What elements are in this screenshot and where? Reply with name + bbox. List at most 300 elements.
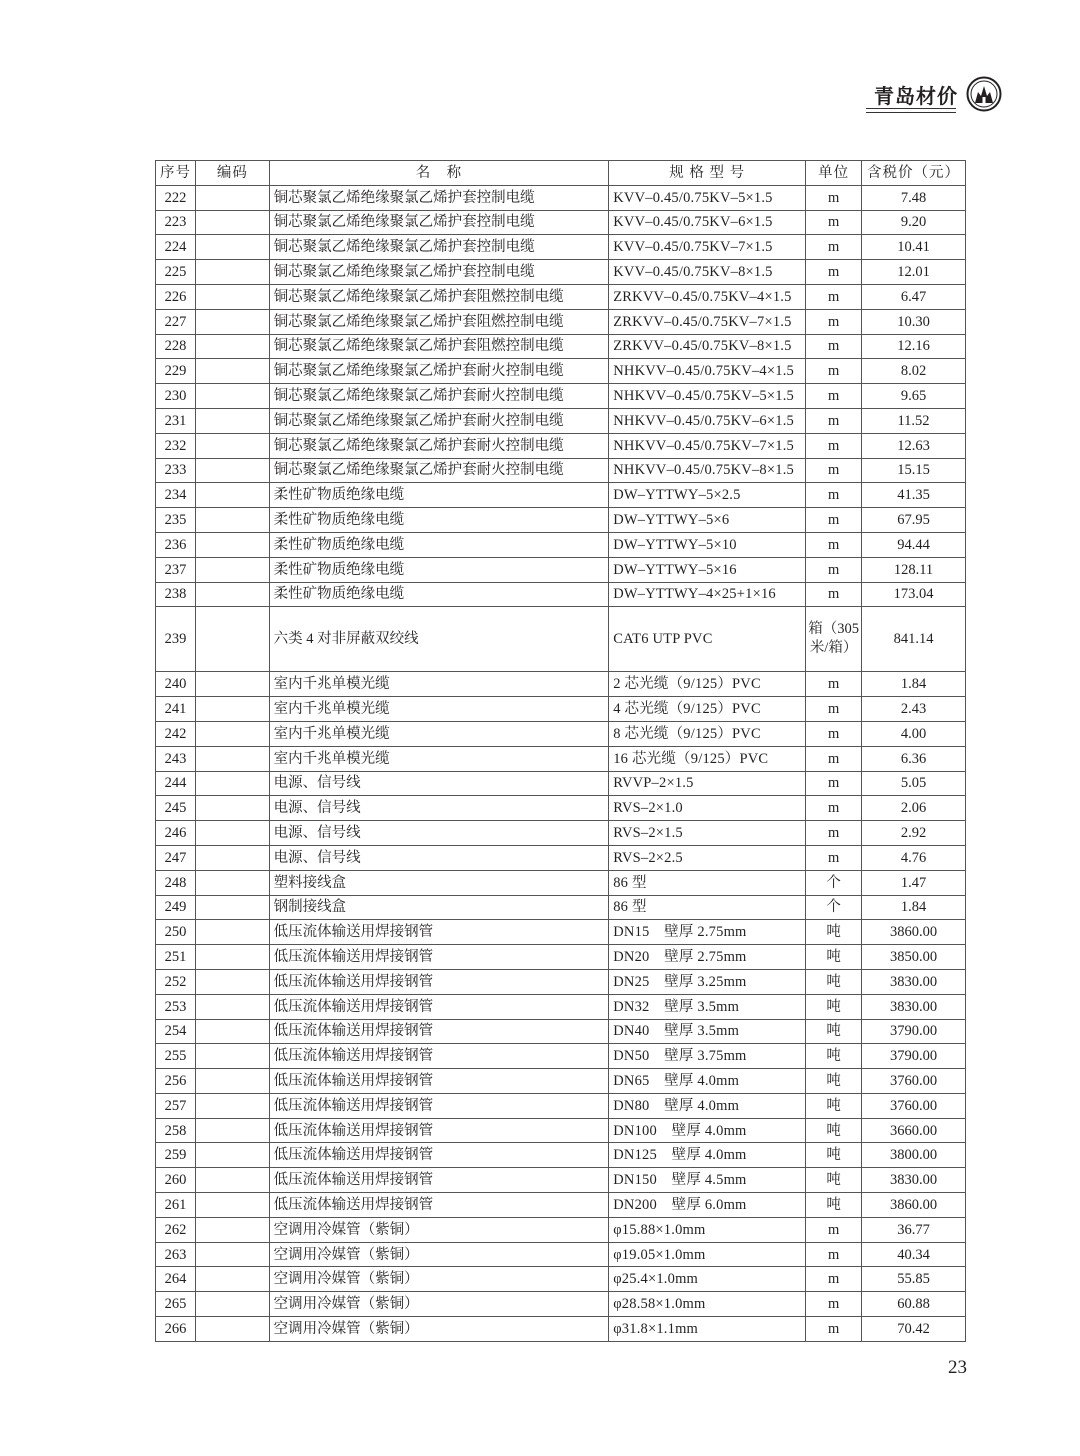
item-code (196, 483, 270, 508)
item-price: 9.65 (862, 384, 966, 409)
item-name: 低压流体输送用焊接钢管 (269, 1093, 609, 1118)
item-price: 3760.00 (862, 1093, 966, 1118)
item-unit: m (806, 746, 862, 771)
item-price: 3860.00 (862, 920, 966, 945)
item-name: 铜芯聚氯乙烯绝缘聚氯乙烯护套耐火控制电缆 (269, 433, 609, 458)
item-spec: DW–YTTWY–5×10 (609, 532, 806, 557)
table-row (156, 1217, 966, 1242)
item-spec: 4 芯光缆（9/125）PVC (609, 697, 806, 722)
publication-title: 青岛材价 (874, 84, 958, 108)
item-unit: 吨 (806, 969, 862, 994)
header-rule-thin (866, 112, 956, 113)
item-code (196, 796, 270, 821)
page-header (866, 76, 1006, 116)
item-code (196, 1267, 270, 1292)
item-unit: m (806, 532, 862, 557)
item-spec: DN150 壁厚 4.5mm (609, 1168, 806, 1193)
item-name: 低压流体输送用焊接钢管 (269, 1193, 609, 1218)
item-unit: 吨 (806, 1168, 862, 1193)
item-unit: 吨 (806, 920, 862, 945)
table-row (156, 408, 966, 433)
table-row (156, 1193, 966, 1218)
item-spec: ZRKVV–0.45/0.75KV–4×1.5 (609, 284, 806, 309)
item-code (196, 557, 270, 582)
item-name: 铜芯聚氯乙烯绝缘聚氯乙烯护套控制电缆 (269, 235, 609, 260)
row-number: 245 (156, 796, 196, 821)
item-spec: NHKVV–0.45/0.75KV–8×1.5 (609, 458, 806, 483)
table-row (156, 845, 966, 870)
item-name: 低压流体输送用焊接钢管 (269, 1118, 609, 1143)
item-unit: 吨 (806, 1143, 862, 1168)
item-unit: 吨 (806, 1093, 862, 1118)
header-no: 序号 (156, 161, 196, 186)
item-code (196, 458, 270, 483)
item-price: 36.77 (862, 1217, 966, 1242)
table-row (156, 920, 966, 945)
row-number: 241 (156, 697, 196, 722)
row-number: 226 (156, 284, 196, 309)
row-number: 234 (156, 483, 196, 508)
item-unit: m (806, 1267, 862, 1292)
item-price: 1.84 (862, 672, 966, 697)
item-unit: m (806, 284, 862, 309)
table-row (156, 821, 966, 846)
row-number: 248 (156, 870, 196, 895)
item-code (196, 1019, 270, 1044)
row-number: 229 (156, 359, 196, 384)
row-number: 253 (156, 994, 196, 1019)
item-spec: 2 芯光缆（9/125）PVC (609, 672, 806, 697)
item-spec: RVS–2×1.5 (609, 821, 806, 846)
item-unit: m (806, 582, 862, 607)
row-number: 239 (156, 607, 196, 672)
row-number: 255 (156, 1044, 196, 1069)
item-unit: 个 (806, 870, 862, 895)
item-price: 12.16 (862, 334, 966, 359)
row-number: 225 (156, 260, 196, 285)
item-price: 1.47 (862, 870, 966, 895)
row-number: 256 (156, 1069, 196, 1094)
row-number: 231 (156, 408, 196, 433)
item-code (196, 508, 270, 533)
item-unit: m (806, 1292, 862, 1317)
header-price: 含税价（元） (862, 161, 966, 186)
item-spec: RVS–2×1.0 (609, 796, 806, 821)
item-name: 低压流体输送用焊接钢管 (269, 920, 609, 945)
item-price: 9.20 (862, 210, 966, 235)
table-row (156, 433, 966, 458)
table-row (156, 945, 966, 970)
item-spec: DW–YTTWY–5×2.5 (609, 483, 806, 508)
row-number: 246 (156, 821, 196, 846)
item-spec: φ19.05×1.0mm (609, 1242, 806, 1267)
table-row (156, 532, 966, 557)
item-spec: KVV–0.45/0.75KV–5×1.5 (609, 185, 806, 210)
row-number: 250 (156, 920, 196, 945)
table-row (156, 1317, 966, 1342)
table-row (156, 1242, 966, 1267)
table-row (156, 359, 966, 384)
item-price: 55.85 (862, 1267, 966, 1292)
item-code (196, 309, 270, 334)
item-spec: DN32 壁厚 3.5mm (609, 994, 806, 1019)
item-price: 12.01 (862, 260, 966, 285)
item-price: 3830.00 (862, 994, 966, 1019)
item-unit: 个 (806, 895, 862, 920)
item-code (196, 532, 270, 557)
item-unit: m (806, 1317, 862, 1342)
item-name: 电源、信号线 (269, 821, 609, 846)
item-spec: φ31.8×1.1mm (609, 1317, 806, 1342)
item-code (196, 1143, 270, 1168)
item-unit: m (806, 557, 862, 582)
row-number: 242 (156, 721, 196, 746)
item-unit: m (806, 771, 862, 796)
item-spec: DN50 壁厚 3.75mm (609, 1044, 806, 1069)
header-unit: 单位 (806, 161, 862, 186)
item-unit: 吨 (806, 1069, 862, 1094)
table-row (156, 1267, 966, 1292)
table-row (156, 895, 966, 920)
row-number: 228 (156, 334, 196, 359)
item-unit: 吨 (806, 945, 862, 970)
table-row (156, 1044, 966, 1069)
item-code (196, 821, 270, 846)
item-spec: φ28.58×1.0mm (609, 1292, 806, 1317)
item-spec: DN25 壁厚 3.25mm (609, 969, 806, 994)
row-number: 257 (156, 1093, 196, 1118)
item-spec: 86 型 (609, 870, 806, 895)
item-code (196, 895, 270, 920)
item-name: 低压流体输送用焊接钢管 (269, 1069, 609, 1094)
table-header-row (156, 161, 966, 186)
item-spec: DN125 壁厚 4.0mm (609, 1143, 806, 1168)
item-unit: 吨 (806, 1193, 862, 1218)
item-name: 空调用冷媒管（紫铜） (269, 1317, 609, 1342)
table-row (156, 994, 966, 1019)
item-price: 5.05 (862, 771, 966, 796)
item-unit: m (806, 185, 862, 210)
item-name: 空调用冷媒管（紫铜） (269, 1217, 609, 1242)
item-code (196, 845, 270, 870)
item-code (196, 1292, 270, 1317)
item-spec: 8 芯光缆（9/125）PVC (609, 721, 806, 746)
item-name: 低压流体输送用焊接钢管 (269, 945, 609, 970)
item-price: 2.06 (862, 796, 966, 821)
item-price: 2.43 (862, 697, 966, 722)
item-code (196, 746, 270, 771)
item-unit: m (806, 235, 862, 260)
table-row (156, 260, 966, 285)
item-spec: φ25.4×1.0mm (609, 1267, 806, 1292)
item-code (196, 771, 270, 796)
item-price: 6.47 (862, 284, 966, 309)
row-number: 264 (156, 1267, 196, 1292)
table-row (156, 721, 966, 746)
item-spec: DN100 壁厚 4.0mm (609, 1118, 806, 1143)
item-code (196, 284, 270, 309)
item-spec: ZRKVV–0.45/0.75KV–8×1.5 (609, 334, 806, 359)
table-row (156, 334, 966, 359)
item-unit: m (806, 821, 862, 846)
item-code (196, 945, 270, 970)
item-spec: RVVP–2×1.5 (609, 771, 806, 796)
table-row (156, 508, 966, 533)
item-unit: 吨 (806, 1044, 862, 1069)
row-number: 240 (156, 672, 196, 697)
item-name: 钢制接线盒 (269, 895, 609, 920)
item-name: 低压流体输送用焊接钢管 (269, 1168, 609, 1193)
row-number: 251 (156, 945, 196, 970)
item-unit: m (806, 508, 862, 533)
item-spec: DW–YTTWY–5×6 (609, 508, 806, 533)
item-price: 3760.00 (862, 1069, 966, 1094)
table-row (156, 697, 966, 722)
item-name: 电源、信号线 (269, 796, 609, 821)
item-spec: NHKVV–0.45/0.75KV–7×1.5 (609, 433, 806, 458)
item-price: 3830.00 (862, 1168, 966, 1193)
item-spec: DW–YTTWY–5×16 (609, 557, 806, 582)
item-name: 室内千兆单模光缆 (269, 672, 609, 697)
item-price: 3800.00 (862, 1143, 966, 1168)
item-name: 空调用冷媒管（紫铜） (269, 1292, 609, 1317)
table-row (156, 1292, 966, 1317)
item-price: 3830.00 (862, 969, 966, 994)
table-body (156, 185, 966, 1341)
item-name: 铜芯聚氯乙烯绝缘聚氯乙烯护套耐火控制电缆 (269, 384, 609, 409)
item-code (196, 672, 270, 697)
item-price: 3860.00 (862, 1193, 966, 1218)
item-price: 10.30 (862, 309, 966, 334)
item-price: 173.04 (862, 582, 966, 607)
item-price: 3850.00 (862, 945, 966, 970)
table-row (156, 672, 966, 697)
item-unit: m (806, 384, 862, 409)
row-number: 254 (156, 1019, 196, 1044)
row-number: 261 (156, 1193, 196, 1218)
item-name: 室内千兆单模光缆 (269, 746, 609, 771)
page-number: 23 (948, 1357, 967, 1378)
header-code: 编码 (196, 161, 270, 186)
item-unit: m (806, 483, 862, 508)
item-unit: m (806, 359, 862, 384)
table-row (156, 870, 966, 895)
row-number: 252 (156, 969, 196, 994)
item-spec: RVS–2×2.5 (609, 845, 806, 870)
item-spec: 16 芯光缆（9/125）PVC (609, 746, 806, 771)
item-unit: m (806, 408, 862, 433)
item-name: 室内千兆单模光缆 (269, 697, 609, 722)
item-name: 铜芯聚氯乙烯绝缘聚氯乙烯护套耐火控制电缆 (269, 458, 609, 483)
item-name: 电源、信号线 (269, 771, 609, 796)
item-spec: DN200 壁厚 6.0mm (609, 1193, 806, 1218)
item-name: 电源、信号线 (269, 845, 609, 870)
item-name: 铜芯聚氯乙烯绝缘聚氯乙烯护套耐火控制电缆 (269, 359, 609, 384)
item-price: 40.34 (862, 1242, 966, 1267)
table-row (156, 796, 966, 821)
item-code (196, 359, 270, 384)
row-number: 262 (156, 1217, 196, 1242)
row-number: 232 (156, 433, 196, 458)
item-name: 柔性矿物质绝缘电缆 (269, 557, 609, 582)
item-price: 60.88 (862, 1292, 966, 1317)
item-name: 铜芯聚氯乙烯绝缘聚氯乙烯护套控制电缆 (269, 260, 609, 285)
row-number: 266 (156, 1317, 196, 1342)
item-price: 11.52 (862, 408, 966, 433)
item-spec: DN80 壁厚 4.0mm (609, 1093, 806, 1118)
item-name: 塑料接线盒 (269, 870, 609, 895)
table-row (156, 969, 966, 994)
item-name: 柔性矿物质绝缘电缆 (269, 532, 609, 557)
item-spec: KVV–0.45/0.75KV–6×1.5 (609, 210, 806, 235)
item-code (196, 920, 270, 945)
item-code (196, 1193, 270, 1218)
item-spec: 86 型 (609, 895, 806, 920)
item-unit: m (806, 721, 862, 746)
item-name: 铜芯聚氯乙烯绝缘聚氯乙烯护套耐火控制电缆 (269, 408, 609, 433)
item-code (196, 185, 270, 210)
item-unit: m (806, 210, 862, 235)
price-table (155, 160, 966, 1342)
item-code (196, 260, 270, 285)
item-price: 94.44 (862, 532, 966, 557)
table-row (156, 1118, 966, 1143)
item-code (196, 697, 270, 722)
item-code (196, 1242, 270, 1267)
item-price: 10.41 (862, 235, 966, 260)
header-rule (866, 108, 956, 109)
item-price: 70.42 (862, 1317, 966, 1342)
item-price: 841.14 (862, 607, 966, 672)
table-row (156, 746, 966, 771)
item-unit: m (806, 796, 862, 821)
item-spec: NHKVV–0.45/0.75KV–4×1.5 (609, 359, 806, 384)
row-number: 236 (156, 532, 196, 557)
item-unit: 吨 (806, 994, 862, 1019)
item-code (196, 1069, 270, 1094)
row-number: 260 (156, 1168, 196, 1193)
item-price: 2.92 (862, 821, 966, 846)
item-unit: m (806, 672, 862, 697)
item-name: 柔性矿物质绝缘电缆 (269, 483, 609, 508)
item-name: 六类 4 对非屏蔽双绞线 (269, 607, 609, 672)
table-row (156, 1019, 966, 1044)
item-spec: DN20 壁厚 2.75mm (609, 945, 806, 970)
table-row (156, 483, 966, 508)
item-name: 铜芯聚氯乙烯绝缘聚氯乙烯护套阻燃控制电缆 (269, 309, 609, 334)
publication-logo-icon (966, 76, 1002, 112)
item-unit: m (806, 1242, 862, 1267)
row-number: 265 (156, 1292, 196, 1317)
item-unit: m (806, 697, 862, 722)
item-code (196, 384, 270, 409)
row-number: 244 (156, 771, 196, 796)
item-code (196, 1118, 270, 1143)
item-price: 3790.00 (862, 1044, 966, 1069)
item-unit: m (806, 458, 862, 483)
table-row (156, 235, 966, 260)
table-row (156, 284, 966, 309)
item-code (196, 433, 270, 458)
item-name: 低压流体输送用焊接钢管 (269, 1143, 609, 1168)
header-spec: 规 格 型 号 (609, 161, 806, 186)
item-code (196, 1093, 270, 1118)
item-price: 15.15 (862, 458, 966, 483)
row-number: 259 (156, 1143, 196, 1168)
item-name: 柔性矿物质绝缘电缆 (269, 508, 609, 533)
item-price: 41.35 (862, 483, 966, 508)
item-price: 8.02 (862, 359, 966, 384)
item-spec: NHKVV–0.45/0.75KV–5×1.5 (609, 384, 806, 409)
item-spec: φ15.88×1.0mm (609, 1217, 806, 1242)
item-code (196, 994, 270, 1019)
item-price: 1.84 (862, 895, 966, 920)
item-name: 柔性矿物质绝缘电缆 (269, 582, 609, 607)
item-code (196, 870, 270, 895)
table-row (156, 1168, 966, 1193)
item-name: 室内千兆单模光缆 (269, 721, 609, 746)
row-number: 258 (156, 1118, 196, 1143)
item-name: 低压流体输送用焊接钢管 (269, 994, 609, 1019)
table-row (156, 384, 966, 409)
row-number: 243 (156, 746, 196, 771)
item-name: 铜芯聚氯乙烯绝缘聚氯乙烯护套控制电缆 (269, 185, 609, 210)
item-unit: 吨 (806, 1118, 862, 1143)
item-unit: m (806, 433, 862, 458)
item-price: 4.00 (862, 721, 966, 746)
item-price: 67.95 (862, 508, 966, 533)
row-number: 235 (156, 508, 196, 533)
item-unit: m (806, 845, 862, 870)
item-spec: CAT6 UTP PVC (609, 607, 806, 672)
row-number: 224 (156, 235, 196, 260)
table-row (156, 1069, 966, 1094)
row-number: 263 (156, 1242, 196, 1267)
item-code (196, 582, 270, 607)
item-name: 空调用冷媒管（紫铜） (269, 1267, 609, 1292)
row-number: 233 (156, 458, 196, 483)
item-code (196, 721, 270, 746)
item-code (196, 1317, 270, 1342)
item-unit: m (806, 334, 862, 359)
item-code (196, 607, 270, 672)
table-row (156, 210, 966, 235)
row-number: 238 (156, 582, 196, 607)
table-row (156, 309, 966, 334)
item-price: 7.48 (862, 185, 966, 210)
item-price: 3660.00 (862, 1118, 966, 1143)
item-name: 低压流体输送用焊接钢管 (269, 1019, 609, 1044)
item-unit: 吨 (806, 1019, 862, 1044)
table-row (156, 607, 966, 672)
item-spec: ZRKVV–0.45/0.75KV–7×1.5 (609, 309, 806, 334)
item-spec: NHKVV–0.45/0.75KV–6×1.5 (609, 408, 806, 433)
row-number: 230 (156, 384, 196, 409)
item-code (196, 334, 270, 359)
table-row (156, 771, 966, 796)
item-price: 128.11 (862, 557, 966, 582)
item-name: 低压流体输送用焊接钢管 (269, 1044, 609, 1069)
item-name: 铜芯聚氯乙烯绝缘聚氯乙烯护套阻燃控制电缆 (269, 334, 609, 359)
item-name: 铜芯聚氯乙烯绝缘聚氯乙烯护套控制电缆 (269, 210, 609, 235)
table-row (156, 185, 966, 210)
item-unit: m (806, 260, 862, 285)
item-spec: DN65 壁厚 4.0mm (609, 1069, 806, 1094)
item-price: 12.63 (862, 433, 966, 458)
item-unit: m (806, 309, 862, 334)
item-code (196, 1044, 270, 1069)
row-number: 247 (156, 845, 196, 870)
